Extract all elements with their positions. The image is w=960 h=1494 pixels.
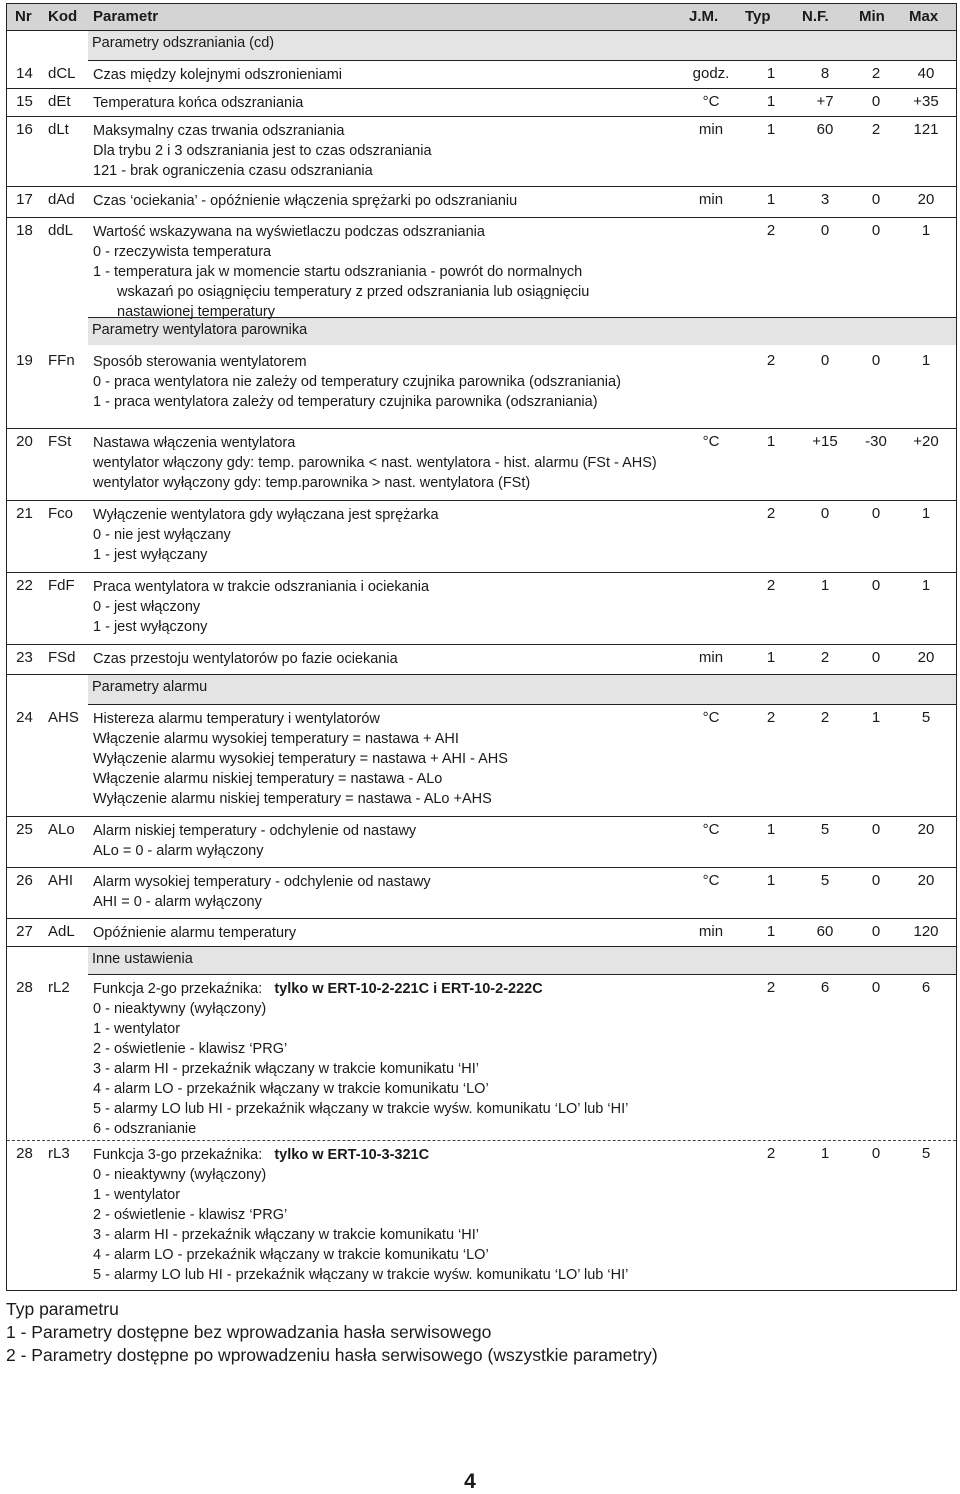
row-number: 18 bbox=[16, 222, 33, 239]
description-line: Wyłączenie alarmu wysokiej temperatury = nastawa + AHI - AHS bbox=[93, 751, 508, 767]
row-unit: °C bbox=[702, 872, 720, 889]
row-default: 8 bbox=[820, 65, 830, 82]
row-max: 1 bbox=[921, 505, 931, 522]
description-line: Histereza alarmu temperatury i wentylatorów bbox=[93, 711, 380, 727]
section-header bbox=[88, 947, 956, 975]
row-description bbox=[93, 821, 416, 861]
row-min: 2 bbox=[871, 121, 881, 138]
relay-function-label: Funkcja 2-go przekaźnika: bbox=[93, 981, 263, 997]
row-code: FdF bbox=[48, 577, 75, 594]
row-default: 1 bbox=[820, 577, 830, 594]
header-nr: Nr bbox=[15, 8, 32, 25]
table-row bbox=[7, 868, 956, 919]
description-line: 0 - rzeczywista temperatura bbox=[93, 244, 272, 260]
table-row bbox=[7, 61, 956, 89]
row-type: 1 bbox=[766, 821, 776, 838]
row-number: 17 bbox=[16, 191, 33, 208]
row-min: 0 bbox=[871, 923, 881, 940]
row-description bbox=[93, 191, 517, 211]
row-min: 0 bbox=[871, 821, 881, 838]
row-code: ddL bbox=[48, 222, 74, 239]
description-line: 3 - alarm HI - przekaźnik włączany w trakcie komunikatu ‘HI’ bbox=[93, 1227, 479, 1243]
row-number: 24 bbox=[16, 709, 33, 726]
row-type: 2 bbox=[766, 709, 776, 726]
row-description bbox=[93, 222, 589, 322]
row-description bbox=[93, 979, 628, 1139]
row-code: AHS bbox=[48, 709, 79, 726]
row-type: 2 bbox=[766, 352, 776, 369]
description-line: Sposób sterowania wentylatorem bbox=[93, 354, 307, 370]
description-line: wentylator włączony gdy: temp. parownika < nast. wentylatora - hist. alarmu (FSt - AHS) bbox=[93, 455, 657, 471]
row-max: +20 bbox=[913, 433, 939, 450]
description-line: wskazań po osiągnięciu temperatury z przed odszraniania lub osiągnięciu bbox=[117, 284, 590, 300]
row-unit: °C bbox=[702, 93, 720, 110]
row-code: FSt bbox=[48, 433, 72, 450]
row-code: FSd bbox=[48, 649, 76, 666]
row-default: 0 bbox=[820, 505, 830, 522]
description-line: 2 - oświetlenie - klawisz ‘PRG’ bbox=[93, 1041, 288, 1057]
header-min: Min bbox=[859, 8, 885, 25]
description-line: Wyłączenie wentylatora gdy wyłączana jest sprężarka bbox=[93, 507, 439, 523]
row-max: 40 bbox=[917, 65, 935, 82]
row-default: 0 bbox=[820, 352, 830, 369]
description-line: 4 - alarm LO - przekaźnik włączany w trakcie komunikatu ‘LO’ bbox=[93, 1247, 489, 1263]
row-unit: min bbox=[698, 923, 724, 940]
row-max: 1 bbox=[921, 352, 931, 369]
row-max: 1 bbox=[921, 222, 931, 239]
relay-function-label: Funkcja 3-go przekaźnika: bbox=[93, 1147, 263, 1163]
table-row bbox=[7, 117, 956, 187]
description-line: Wartość wskazywana na wyświetlaczu podczas odszraniania bbox=[93, 224, 485, 240]
section-title: Inne ustawienia bbox=[92, 951, 193, 967]
row-code: rL3 bbox=[48, 1145, 70, 1162]
table-row bbox=[7, 348, 956, 429]
row-min: 0 bbox=[871, 222, 881, 239]
description-line: 1 - wentylator bbox=[93, 1187, 181, 1203]
table-row bbox=[7, 919, 956, 947]
description-line: 4 - alarm LO - przekaźnik włączany w trakcie komunikatu ‘LO’ bbox=[93, 1081, 489, 1097]
row-default: 1 bbox=[820, 1145, 830, 1162]
description-line: 0 - jest włączony bbox=[93, 599, 201, 615]
row-code: AdL bbox=[48, 923, 75, 940]
description-line: Czas ‘ociekania’ - opóźnienie włączenia sprężarki po odszranianiu bbox=[93, 193, 518, 209]
row-max: 120 bbox=[913, 923, 939, 940]
row-description bbox=[93, 93, 303, 113]
row-type: 2 bbox=[766, 577, 776, 594]
row-code: Fco bbox=[48, 505, 74, 522]
row-unit: godz. bbox=[692, 65, 730, 82]
row-code: dCL bbox=[48, 65, 76, 82]
description-line: 1 - jest wyłączony bbox=[93, 619, 208, 635]
description-line: 0 - nie jest wyłączany bbox=[93, 527, 231, 543]
row-default: +7 bbox=[816, 93, 834, 110]
header-jm: J.M. bbox=[689, 8, 719, 25]
row-min: 2 bbox=[871, 65, 881, 82]
description-line: Opóźnienie alarmu temperatury bbox=[93, 925, 297, 941]
footer-line: 1 - Parametry dostępne bez wprowadzania hasła serwisowego bbox=[6, 1322, 492, 1342]
description-line: 5 - alarmy LO lub HI - przekaźnik włączany w trakcie wyśw. komunikatu ‘LO’ lub ‘HI’ bbox=[93, 1101, 629, 1117]
row-default: 0 bbox=[820, 222, 830, 239]
row-type: 2 bbox=[766, 1145, 776, 1162]
row-default: 5 bbox=[820, 821, 830, 838]
description-line: 5 - alarmy LO lub HI - przekaźnik włączany w trakcie wyśw. komunikatu ‘LO’ lub ‘HI’ bbox=[93, 1267, 629, 1283]
row-description bbox=[93, 577, 429, 637]
footer-line: Typ parametru bbox=[6, 1299, 119, 1319]
row-type: 1 bbox=[766, 65, 776, 82]
row-type: 1 bbox=[766, 872, 776, 889]
row-default: 60 bbox=[816, 923, 834, 940]
description-line: 0 - praca wentylatora nie zależy od temperatury czujnika parownika (odszraniania) bbox=[93, 374, 621, 390]
row-number: 15 bbox=[16, 93, 33, 110]
row-default: 6 bbox=[820, 979, 830, 996]
row-unit: °C bbox=[702, 709, 720, 726]
row-description bbox=[93, 505, 439, 565]
relay-model-note: tylko w ERT-10-2-221C i ERT-10-2-222C bbox=[274, 981, 543, 997]
row-unit: min bbox=[698, 191, 724, 208]
row-number: 20 bbox=[16, 433, 33, 450]
row-default: 3 bbox=[820, 191, 830, 208]
row-min: 0 bbox=[871, 872, 881, 889]
parameter-table bbox=[6, 3, 957, 1291]
row-default: 60 bbox=[816, 121, 834, 138]
description-line: 1 - praca wentylatora zależy od temperatury czujnika parownika (odszraniania) bbox=[93, 394, 598, 410]
row-min: 1 bbox=[871, 709, 881, 726]
row-description bbox=[93, 433, 657, 493]
section-header bbox=[88, 675, 956, 705]
row-number: 28 bbox=[16, 1145, 33, 1162]
row-unit: min bbox=[698, 649, 724, 666]
description-line: Praca wentylatora w trakcie odszraniania i ociekania bbox=[93, 579, 430, 595]
row-min: 0 bbox=[871, 352, 881, 369]
row-number: 21 bbox=[16, 505, 33, 522]
table-row bbox=[7, 218, 956, 348]
header-kod: Kod bbox=[48, 8, 78, 25]
row-description bbox=[93, 121, 432, 181]
row-description bbox=[93, 649, 398, 669]
table-row bbox=[7, 645, 956, 675]
row-code: ALo bbox=[48, 821, 75, 838]
row-default: 5 bbox=[820, 872, 830, 889]
description-line: 0 - nieaktywny (wyłączony) bbox=[93, 1001, 267, 1017]
table-row bbox=[7, 975, 956, 1141]
row-default: 2 bbox=[820, 649, 830, 666]
row-type: 2 bbox=[766, 505, 776, 522]
description-line: Temperatura końca odszraniania bbox=[93, 95, 304, 111]
description-line: Maksymalny czas trwania odszraniania bbox=[93, 123, 345, 139]
description-line: 1 - temperatura jak w momencie startu odszraniania - powrót do normalnych bbox=[93, 264, 583, 280]
relay-function-title bbox=[93, 979, 628, 999]
row-number: 25 bbox=[16, 821, 33, 838]
description-line: 121 - brak ograniczenia czasu odszraniania bbox=[93, 163, 373, 179]
row-min: 0 bbox=[871, 649, 881, 666]
table-row bbox=[7, 817, 956, 868]
row-number: 26 bbox=[16, 872, 33, 889]
description-line: 1 - jest wyłączany bbox=[93, 547, 208, 563]
row-code: dEt bbox=[48, 93, 71, 110]
row-min: 0 bbox=[871, 577, 881, 594]
description-line: AHI = 0 - alarm wyłączony bbox=[93, 894, 262, 910]
row-min: -30 bbox=[865, 433, 887, 450]
table-row bbox=[7, 705, 956, 817]
row-number: 19 bbox=[16, 352, 33, 369]
row-code: AHI bbox=[48, 872, 74, 889]
description-line: Włączenie alarmu niskiej temperatury = nastawa - ALo bbox=[93, 771, 443, 787]
row-max: +35 bbox=[913, 93, 939, 110]
description-line: Włączenie alarmu wysokiej temperatury = nastawa + AHI bbox=[93, 731, 459, 747]
description-line: 2 - oświetlenie - klawisz ‘PRG’ bbox=[93, 1207, 288, 1223]
section-title: Parametry odszraniania (cd) bbox=[92, 35, 275, 51]
description-line: 1 - wentylator bbox=[93, 1021, 181, 1037]
row-description bbox=[93, 352, 621, 412]
description-line: wentylator wyłączony gdy: temp.parownika > nast. wentylatora (FSt) bbox=[93, 475, 531, 491]
row-number: 27 bbox=[16, 923, 33, 940]
description-line: Czas przestoju wentylatorów po fazie ociekania bbox=[93, 651, 398, 667]
header-typ: Typ bbox=[745, 8, 771, 25]
section-title: Parametry alarmu bbox=[92, 679, 208, 695]
header-parametr: Parametr bbox=[93, 8, 159, 25]
description-line: Nastawa włączenia wentylatora bbox=[93, 435, 296, 451]
row-max: 121 bbox=[913, 121, 939, 138]
row-number: 28 bbox=[16, 979, 33, 996]
table-row bbox=[7, 429, 956, 501]
row-min: 0 bbox=[871, 191, 881, 208]
row-max: 20 bbox=[917, 649, 935, 666]
row-code: FFn bbox=[48, 352, 75, 369]
description-line: 0 - nieaktywny (wyłączony) bbox=[93, 1167, 267, 1183]
row-max: 5 bbox=[921, 1145, 931, 1162]
description-line: Dla trybu 2 i 3 odszraniania jest to czas odszraniania bbox=[93, 143, 432, 159]
row-number: 22 bbox=[16, 577, 33, 594]
row-min: 0 bbox=[871, 505, 881, 522]
row-type: 1 bbox=[766, 923, 776, 940]
description-line: 3 - alarm HI - przekaźnik włączany w trakcie komunikatu ‘HI’ bbox=[93, 1061, 479, 1077]
row-type: 1 bbox=[766, 191, 776, 208]
description-line: Alarm niskiej temperatury - odchylenie od nastawy bbox=[93, 823, 417, 839]
row-number: 23 bbox=[16, 649, 33, 666]
row-code: rL2 bbox=[48, 979, 70, 996]
description-line: Alarm wysokiej temperatury - odchylenie od nastawy bbox=[93, 874, 431, 890]
table-header bbox=[7, 4, 956, 31]
row-min: 0 bbox=[871, 979, 881, 996]
row-type: 1 bbox=[766, 649, 776, 666]
table-row bbox=[7, 187, 956, 218]
row-number: 16 bbox=[16, 121, 33, 138]
table-row bbox=[7, 573, 956, 645]
row-max: 20 bbox=[917, 191, 935, 208]
section-header bbox=[88, 31, 956, 61]
row-description bbox=[93, 1145, 628, 1285]
table-row bbox=[7, 1141, 956, 1291]
row-unit: °C bbox=[702, 433, 720, 450]
row-unit: °C bbox=[702, 821, 720, 838]
row-max: 20 bbox=[917, 872, 935, 889]
row-description bbox=[93, 923, 296, 943]
table-row bbox=[7, 501, 956, 573]
row-code: dLt bbox=[48, 121, 69, 138]
row-description bbox=[93, 65, 342, 85]
row-unit: min bbox=[698, 121, 724, 138]
header-nf: N.F. bbox=[802, 8, 829, 25]
row-number: 14 bbox=[16, 65, 33, 82]
page-number: 4 bbox=[464, 1470, 476, 1493]
row-min: 0 bbox=[871, 93, 881, 110]
row-type: 1 bbox=[766, 433, 776, 450]
table-row bbox=[7, 89, 956, 117]
row-default: +15 bbox=[812, 433, 838, 450]
row-type: 2 bbox=[766, 222, 776, 239]
row-max: 6 bbox=[921, 979, 931, 996]
relay-function-title bbox=[93, 1145, 628, 1165]
footer-legend bbox=[6, 1298, 658, 1367]
footer-line: 2 - Parametry dostępne po wprowadzeniu hasła serwisowego (wszystkie parametry) bbox=[6, 1345, 658, 1365]
description-line: 6 - odszranianie bbox=[93, 1121, 197, 1137]
description-line: Wyłączenie alarmu niskiej temperatury = nastawa - ALo +AHS bbox=[93, 791, 492, 807]
row-description bbox=[93, 872, 431, 912]
description-line: ALo = 0 - alarm wyłączony bbox=[93, 843, 264, 859]
row-min: 0 bbox=[871, 1145, 881, 1162]
row-max: 1 bbox=[921, 577, 931, 594]
section-title: Parametry wentylatora parownika bbox=[92, 322, 308, 338]
row-default: 2 bbox=[820, 709, 830, 726]
row-max: 20 bbox=[917, 821, 935, 838]
row-type: 2 bbox=[766, 979, 776, 996]
row-code: dAd bbox=[48, 191, 75, 208]
relay-model-note: tylko w ERT-10-3-321C bbox=[274, 1147, 430, 1163]
row-type: 1 bbox=[766, 121, 776, 138]
row-max: 5 bbox=[921, 709, 931, 726]
row-description bbox=[93, 709, 508, 809]
description-line: Czas między kolejnymi odszronieniami bbox=[93, 67, 343, 83]
description-line: nastawionej temperatury bbox=[117, 304, 275, 320]
header-max: Max bbox=[909, 8, 939, 25]
row-type: 1 bbox=[766, 93, 776, 110]
